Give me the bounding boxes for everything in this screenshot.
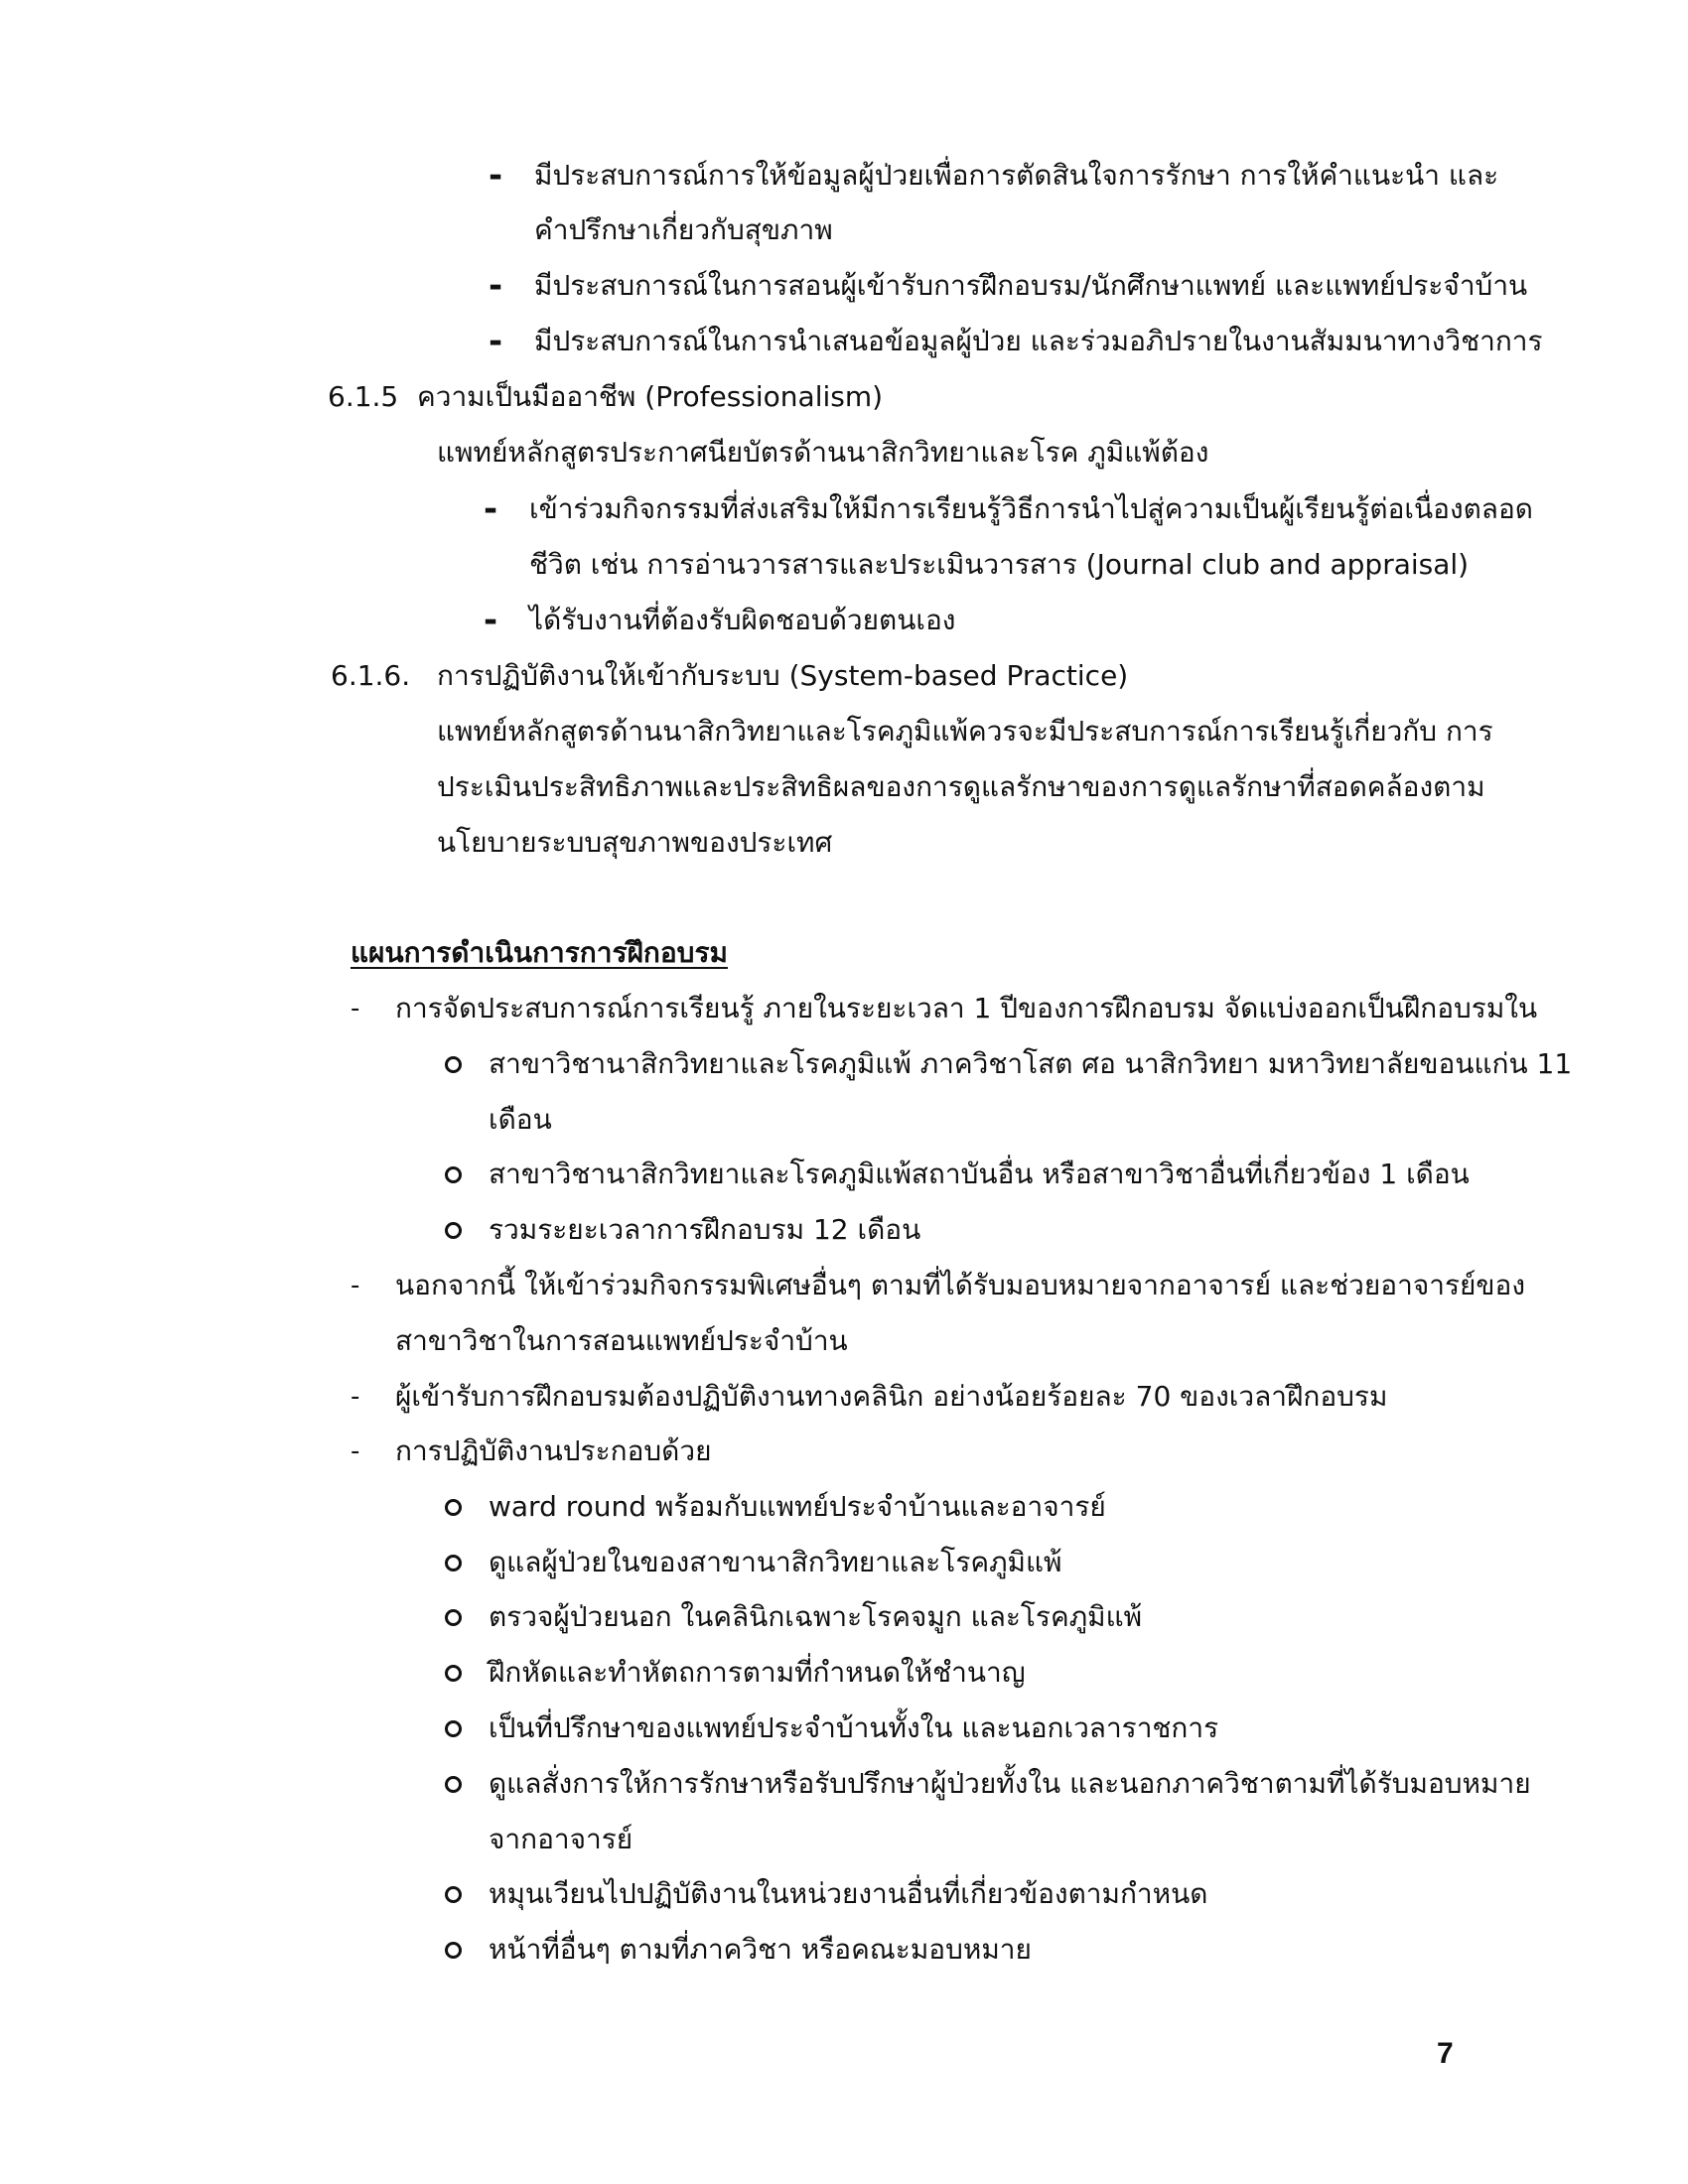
circle-bullet-icon	[445, 1665, 462, 1682]
bullet-dash: -	[489, 156, 503, 196]
bullet-text: เข้าร่วมกิจกรรมที่ส่งเสริมให้มีการเรียนรู้วิธีการนำไปสู่ความเป็นผู้เรียนรู้ต่อเนื่องตลอด	[529, 492, 1533, 525]
duty-item: ดูแลผู้ป่วยในของสาขานาสิกวิทยาและโรคภูมิแพ้	[489, 1546, 1062, 1578]
duty-item: ดูแลสั่งการให้การรักษาหรือรับปรึกษาผู้ป่วยทั้งใน และนอกภาควิชาตามที่ได้รับมอบหมาย	[489, 1767, 1531, 1800]
bullet-dash: -	[489, 266, 503, 306]
plan-heading: แผนการดำเนินการการฝึกอบรม	[351, 936, 728, 969]
bullet-text-cont: คำปรึกษาเกี่ยวกับสุขภาพ	[534, 213, 833, 246]
duty-item: ward round พร้อมกับแพทย์ประจำบ้านและอาจารย์	[489, 1490, 1106, 1523]
section-title: ความเป็นมืออาชีพ (Professionalism)	[417, 380, 884, 413]
circle-bullet-icon	[445, 1942, 462, 1959]
circle-bullet-icon	[445, 1555, 462, 1571]
bullet-text: ได้รับงานที่ต้องรับผิดชอบด้วยตนเอง	[529, 604, 956, 636]
bullet-text: มีประสบการณ์การให้ข้อมูลผู้ป่วยเพื่อการตัดสินใจการรักษา การให้คำแนะนำ และ	[534, 159, 1499, 192]
circle-bullet-icon	[445, 1720, 462, 1737]
list-item-cont: สาขาวิชาในการสอนแพทย์ประจำบ้าน	[395, 1324, 848, 1357]
circle-bullet-icon	[445, 1166, 462, 1183]
sub-item: สาขาวิชานาสิกวิทยาและโรคภูมิแพ้ ภาควิชาโสต ศอ นาสิกวิทยา มหาวิทยาลัยขอนแก่น 11	[489, 1047, 1573, 1080]
circle-bullet-icon	[445, 1499, 462, 1516]
list-dash: -	[351, 1271, 360, 1300]
page-number: 7	[1437, 2037, 1454, 2070]
section-number: 6.1.5	[328, 380, 399, 413]
list-item: การจัดประสบการณ์การเรียนรู้ ภายในระยะเวลา 1 ปีของการฝึกอบรม จัดแบ่งออกเป็นฝึกอบรมใน	[395, 992, 1538, 1024]
circle-bullet-icon	[445, 1886, 462, 1903]
list-item: นอกจากนี้ ให้เข้าร่วมกิจกรรมพิเศษอื่นๆ ตามที่ได้รับมอบหมายจากอาจารย์ และช่วยอาจารย์ของ	[395, 1269, 1526, 1301]
bullet-dash: -	[484, 489, 498, 529]
bullet-dash: -	[489, 322, 503, 361]
duty-item: ฝึกหัดและทำหัตถการตามที่กำหนดให้ชำนาญ	[489, 1656, 1026, 1689]
sub-item: รวมระยะเวลาการฝึกอบรม 12 เดือน	[489, 1213, 921, 1246]
duty-item: หมุนเวียนไปปฏิบัติงานในหน่วยงานอื่นที่เกี่ยวข้องตามกำหนด	[489, 1877, 1208, 1910]
list-item: ผู้เข้ารับการฝึกอบรมต้องปฏิบัติงานทางคลินิก อย่างน้อยร้อยละ 70 ของเวลาฝึกอบรม	[395, 1380, 1388, 1413]
section-title: การปฏิบัติงานให้เข้ากับระบบ (System-based Practice)	[437, 659, 1129, 692]
circle-bullet-icon	[445, 1056, 462, 1073]
bullet-text: มีประสบการณ์ในการนำเสนอข้อมูลผู้ป่วย และร่วมอภิปรายในงานสัมมนาทางวิชาการ	[534, 325, 1543, 357]
duty-item: ตรวจผู้ป่วยนอก ในคลินิกเฉพาะโรคจมูก และโรคภูมิแพ้	[489, 1600, 1143, 1633]
sub-item: สาขาวิชานาสิกวิทยาและโรคภูมิแพ้สถาบันอื่น หรือสาขาวิชาอื่นที่เกี่ยวข้อง 1 เดือน	[489, 1158, 1470, 1190]
sub-item-cont: เดือน	[489, 1103, 552, 1136]
duty-item: เป็นที่ปรึกษาของแพทย์ประจำบ้านทั้งใน และนอกเวลาราชการ	[489, 1711, 1219, 1744]
paragraph-line: ประเมินประสิทธิภาพและประสิทธิผลของการดูแลรักษาของการดูแลรักษาที่สอดคล้องตาม	[437, 770, 1485, 803]
bullet-dash: -	[484, 601, 498, 640]
section-number: 6.1.6.	[331, 659, 411, 692]
bullet-text: มีประสบการณ์ในการสอนผู้เข้ารับการฝึกอบรม/นักศึกษาแพทย์ และแพทย์ประจำบ้าน	[534, 269, 1528, 302]
circle-bullet-icon	[445, 1609, 462, 1626]
duty-item: หน้าที่อื่นๆ ตามที่ภาควิชา หรือคณะมอบหมาย	[489, 1933, 1032, 1966]
section-intro: แพทย์หลักสูตรประกาศนียบัตรด้านนาสิกวิทยาและโรค ภูมิแพ้ต้อง	[437, 436, 1209, 469]
bullet-text-cont: ชีวิต เช่น การอ่านวารสารและประเมินวารสาร (Journal club and appraisal)	[529, 548, 1470, 581]
duty-item-cont: จากอาจารย์	[489, 1823, 633, 1855]
list-dash: -	[351, 1436, 360, 1466]
paragraph-line: แพทย์หลักสูตรด้านนาสิกวิทยาและโรคภูมิแพ้ควรจะมีประสบการณ์การเรียนรู้เกี่ยวกับ การ	[437, 715, 1493, 748]
circle-bullet-icon	[445, 1776, 462, 1793]
list-dash: -	[351, 994, 360, 1024]
paragraph-line: นโยบายระบบสุขภาพของประเทศ	[437, 826, 833, 859]
list-dash: -	[351, 1382, 360, 1412]
circle-bullet-icon	[445, 1222, 462, 1239]
list-item: การปฏิบัติงานประกอบด้วย	[395, 1434, 712, 1467]
